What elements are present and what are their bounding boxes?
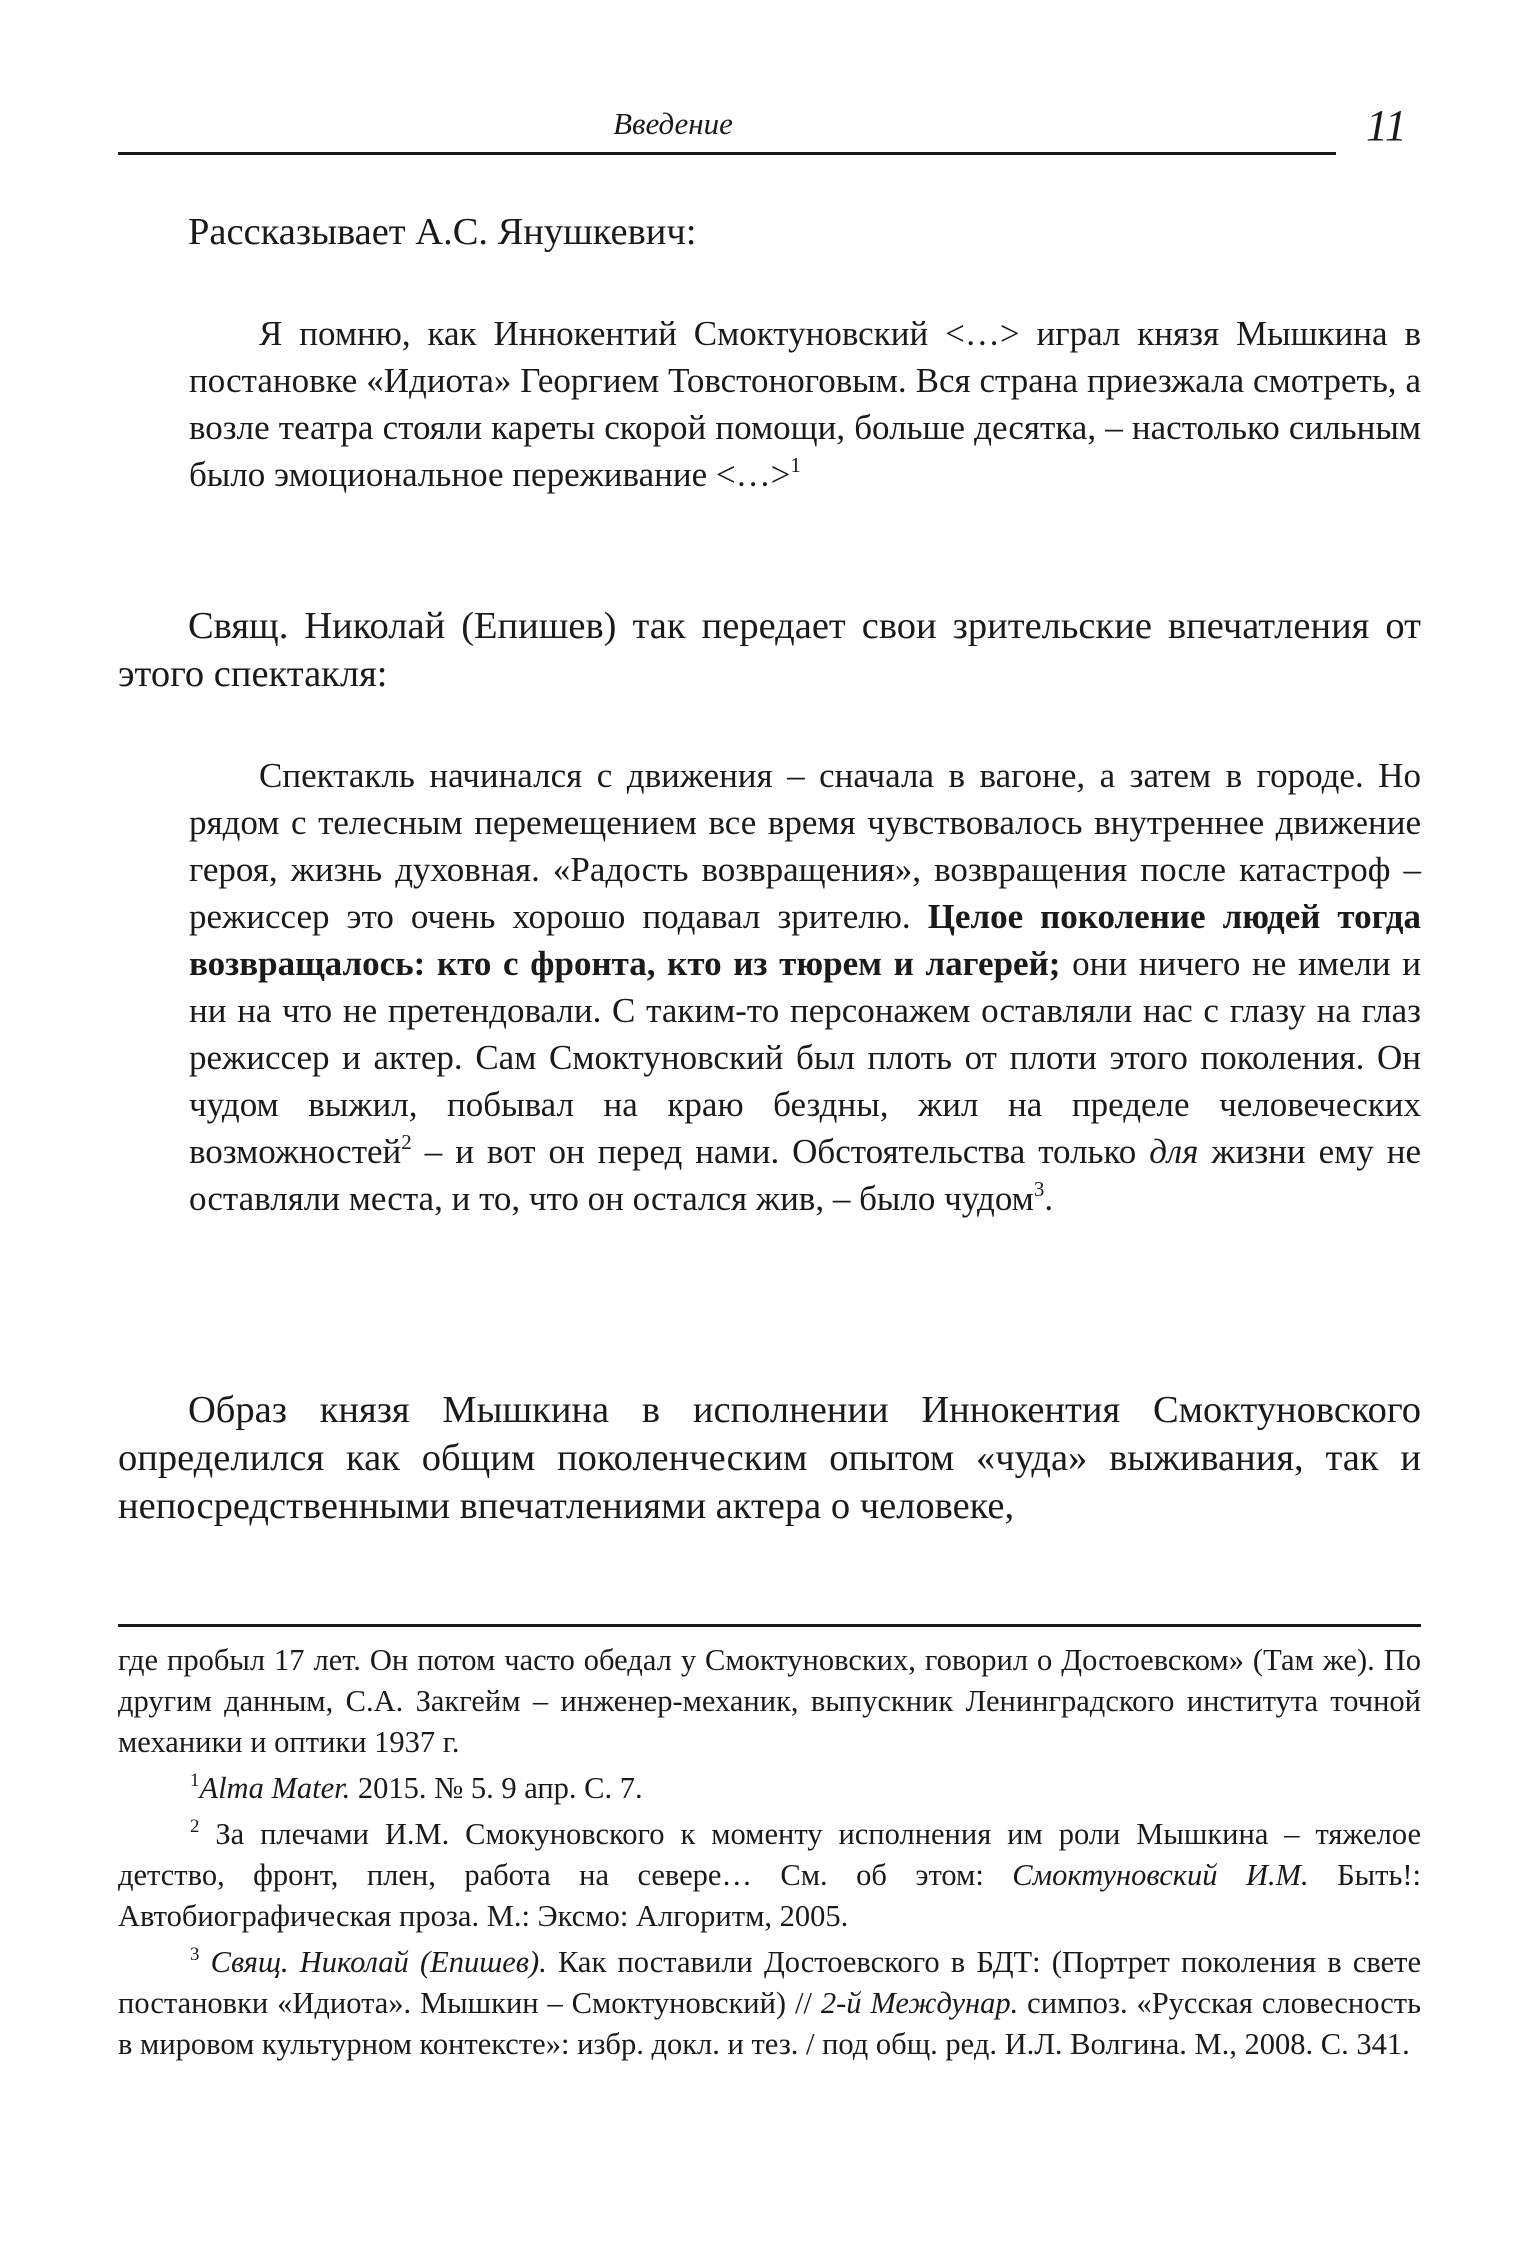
- footnote-2-number: 2: [190, 1816, 200, 1837]
- running-head: [118, 101, 1407, 156]
- running-head-title: Введение: [613, 106, 733, 141]
- footnote-3-italic-a: Свящ. Николай (Епишев).: [210, 1945, 547, 1979]
- quote-2-text-e: .: [1044, 1179, 1054, 1218]
- quote-1-text: Я помню, как Иннокентий Смоктуновский <…> играл князя Мышкина в постановке «Идиота» Георгием Товстоноговым. Вся страна приезжала смотреть, а возле театра стояли кареты скорой помощи, больше десятка, – настолько сильным было эмоциональное переживание <…>: [189, 314, 1421, 494]
- footnote-2-text-b: Быть!: Автобиографическая проза. М.: Эксмо: Алгоритм, 2005.: [118, 1858, 1421, 1933]
- quote-2-text-b: они ничего не имели и ни на что не претендовали. С таким-то персонажем оставляли нас с глазу на глаз режиссер и актер. Сам Смоктуновский был плоть от плоти этого поколения. Он чудом выжил, побывал на краю бездны, жил на пределе человеческих возможностей: [189, 944, 1421, 1171]
- quote-2-text-a: Спектакль начинался с движения – сначала в вагоне, а затем в городе. Но рядом с телесным перемещением все время чувствовалось внутреннее движение героя, жизнь духовная. «Радость возвращения», возвращения после катастроф – режиссер это очень хорошо подавал зрителю.: [189, 756, 1421, 936]
- paragraph-3: Образ князя Мышкина в исполнении Иннокентия Смоктуновского определился как общим поколенческим опытом «чуда» выживания, так и непосредственными впечатлениями актера о человеке,: [118, 1389, 1421, 1527]
- footnote-1-text: 2015. № 5. 9 апр. С. 7.: [350, 1771, 643, 1805]
- footnote-ref-2[interactable]: 2: [401, 1130, 412, 1154]
- block-quote-1: [189, 310, 1421, 498]
- footnote-2-text-a: За плечами И.М. Смокуновского к моменту исполнения им роли Мышкина – тяжелое детство, фронт, плен, работа на севере… См. об этом:: [118, 1817, 1421, 1892]
- footnotes-section: [118, 1640, 1421, 2070]
- footnote-3-italic-b: 2-й Междунар.: [820, 1986, 1019, 2020]
- block-quote-2: [189, 752, 1421, 1222]
- footnote-continuation: где пробыл 17 лет. Он потом часто обедал у Смоктуновских, говорил о Достоевском» (Там же). По другим данным, С.А. Закгейм – инженер-механик, выпускник Ленинградского института точной механики и оптики 1937 г.: [118, 1643, 1421, 1759]
- footnote-ref-1[interactable]: 1: [790, 453, 801, 477]
- footnote-ref-3[interactable]: 3: [1033, 1177, 1045, 1201]
- quote-2-text-c: – и вот он перед нами. Обстоятельства только: [411, 1132, 1150, 1171]
- page-number: 11: [1366, 101, 1407, 150]
- quote-2-italic-text: для: [1149, 1132, 1199, 1171]
- footnote-separator: [118, 1624, 1421, 1627]
- running-head-rule: [118, 152, 1336, 155]
- footnote-3-number: 3: [190, 1944, 200, 1965]
- footnote-3-text-b: симпоз. «Русская словесность в мировом культурном контексте»: избр. докл. и тез. / под общ. ред. И.Л. Волгина. М., 2008. С. 341.: [118, 1986, 1421, 2061]
- footnote-1-italic: Alma Mater.: [199, 1771, 351, 1805]
- footnote-3-text-a: Как поставили Достоевского в БДТ: (Портрет поколения в свете постановки «Идиота». Мышкин – Смоктуновский) //: [118, 1945, 1421, 2020]
- footnote-2-italic: Смоктуновский И.М.: [1012, 1858, 1309, 1892]
- paragraph-2: Свящ. Николай (Епишев) так передает свои зрительские впечатления от этого спектакля:: [118, 605, 1421, 695]
- footnote-3: [118, 1942, 1421, 2065]
- footnote-1-number: 1: [190, 1770, 200, 1791]
- footnote-2: [118, 1814, 1421, 1937]
- intro-paragraph: Рассказывает А.С. Янушкевич:: [188, 211, 697, 253]
- quote-2-text-d: жизни ему не оставляли места, и то, что он остался жив, – было чудом: [189, 1132, 1421, 1218]
- footnote-1: [118, 1768, 1421, 1809]
- quote-2-bold-text: Целое поколение людей тогда возвращалось: кто с фронта, кто из тюрем и лагерей;: [189, 897, 1421, 983]
